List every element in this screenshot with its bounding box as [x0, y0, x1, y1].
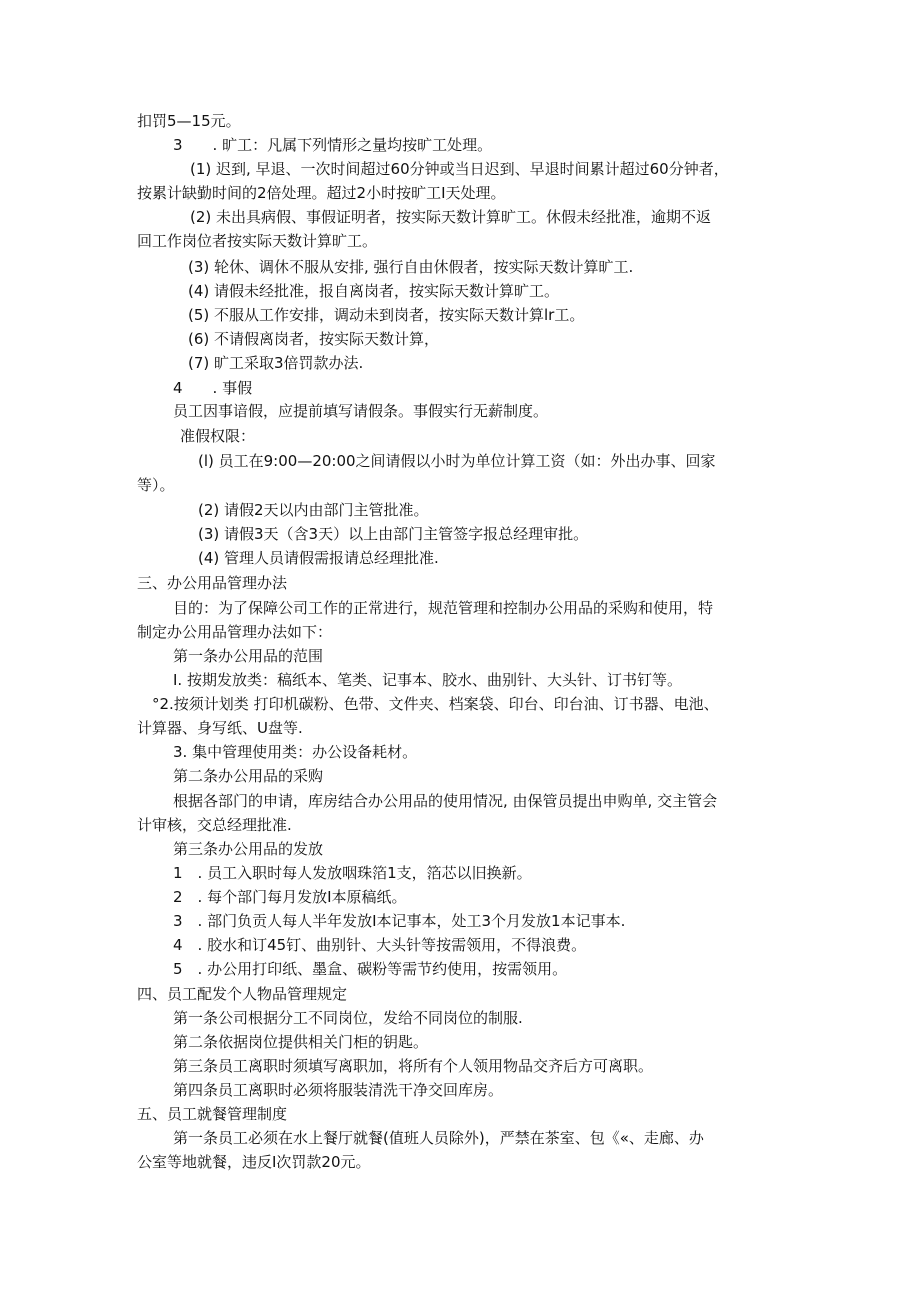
text-line: 第二条依据岗位提供相关门柜的钥匙。	[173, 1033, 429, 1051]
text-line: °2.按须计划类 打印机碳粉、色带、文件夹、档案袋、印台、印台油、订书器、电池、	[152, 695, 719, 713]
text-line: (2) 请假2天以内由部门主管批准。	[198, 501, 429, 519]
text-line: 等）。	[137, 476, 175, 494]
text-line: (3) 轮休、调休不服从安排, 强行自由休假者，按实际天数计算旷工.	[188, 258, 634, 276]
text-line: 1 . 员工入职时每人发放咽珠箔1支，箔芯以旧换新。	[173, 864, 532, 882]
text-line: 第一条公司根据分工不同岗位，发给不同岗位的制服.	[173, 1009, 523, 1027]
section-heading: 四、员工配发个人物品管理规定	[137, 985, 348, 1003]
text-line: 计审核，交总经理批准.	[137, 816, 292, 834]
text-line: 5 . 办公用打印纸、墨盒、碳粉等需节约使用，按需领用。	[173, 960, 568, 978]
text-line: (4) 请假未经批准，报自离岗者，按实际天数计算旷工。	[188, 282, 560, 300]
text-line: 计算器、身写纸、U盘等.	[137, 719, 303, 737]
text-line: 第一条办公用品的范围	[173, 647, 324, 665]
text-line: 回工作岗位者按实际天数计算旷工。	[137, 232, 378, 250]
text-line: (3) 请假3天（含3天）以上由部门主管签字报总经理审批。	[198, 525, 589, 543]
text-line: (4) 管理人员请假需报请总经理批准.	[198, 549, 439, 567]
text-line: 按累计缺勤时间的2倍处理。超过2小时按旷工I天处理。	[137, 184, 506, 202]
text-line: 目的：为了保障公司工作的正常进行，规范管理和控制办公用品的采购和使用，特	[173, 599, 714, 617]
text-line: 2 . 每个部门每月发放I本原稿纸。	[173, 888, 407, 906]
text-line: I. 按期发放类：稿纸本、笔类、记事本、胶水、曲别针、大头针、订书钉等。	[173, 671, 682, 689]
text-line: 制定办公用品管理办法如下：	[137, 623, 333, 641]
text-line: 第一条员工必须在水上餐厅就餐(值班人员除外)，严禁在茶室、包《«、走廊、办	[173, 1129, 704, 1147]
text-line: (5) 不服从工作安排，调动未到岗者，按实际天数计算lr工。	[188, 306, 585, 324]
text-line: 3 . 部门负贡人每人半年发放I本记事本，处工3个月发放1本记事本.	[173, 912, 626, 930]
text-line: (7) 旷工采取3倍罚款办法.	[188, 354, 364, 372]
text-line: 第二条办公用品的采购	[173, 767, 324, 785]
text-line: 4 . 胶水和订45钉、曲别针、大头针等按需领用，不得浪费。	[173, 936, 587, 954]
text-line: 4 . 事假	[173, 379, 253, 397]
text-line: (6) 不请假离岗者，按实际天数计算，	[188, 330, 440, 348]
text-line: (2) 未出具病假、事假证明者，按实际天数计算旷工。休假未经批准，逾期不返	[190, 208, 712, 226]
section-heading: 五、员工就餐管理制度	[137, 1105, 288, 1123]
text-line: 3. 集中管理使用类：办公设备耗材。	[173, 743, 418, 761]
text-line: 根据各部门的申请，库房结合办公用品的使用情况, 由保管员提出申购单, 交主管会	[173, 792, 718, 810]
text-line: 第四条员工离职时必须将服装清洗干净交回库房。	[173, 1081, 504, 1099]
text-line: (1) 迟到, 早退、一次时间超过60分钟或当日迟到、早退时间累计超过60分钟者，	[190, 160, 729, 178]
section-heading: 三、办公用品管理办法	[137, 574, 288, 592]
text-line: 准假权限：	[180, 427, 256, 445]
text-line: 员工因事谙假，应提前填写请假条。事假实行无薪制度。	[173, 402, 549, 420]
text-line: 公室等地就餐，违反I次罚款20元。	[137, 1153, 371, 1171]
text-line: 第三条办公用品的发放	[173, 840, 324, 858]
text-line: 第三条员工离职时须填写离职加，将所有个人领用物品交齐后方可离职。	[173, 1057, 654, 1075]
text-line: (l) 员工在9:00—20:00之间请假以小时为单位计算工资（如：外出办事、回家	[198, 452, 716, 470]
text-line: 扣罚5—15元。	[137, 112, 241, 130]
text-line: 3 . 旷工：凡属下列情形之量均按旷工处理。	[173, 136, 493, 154]
